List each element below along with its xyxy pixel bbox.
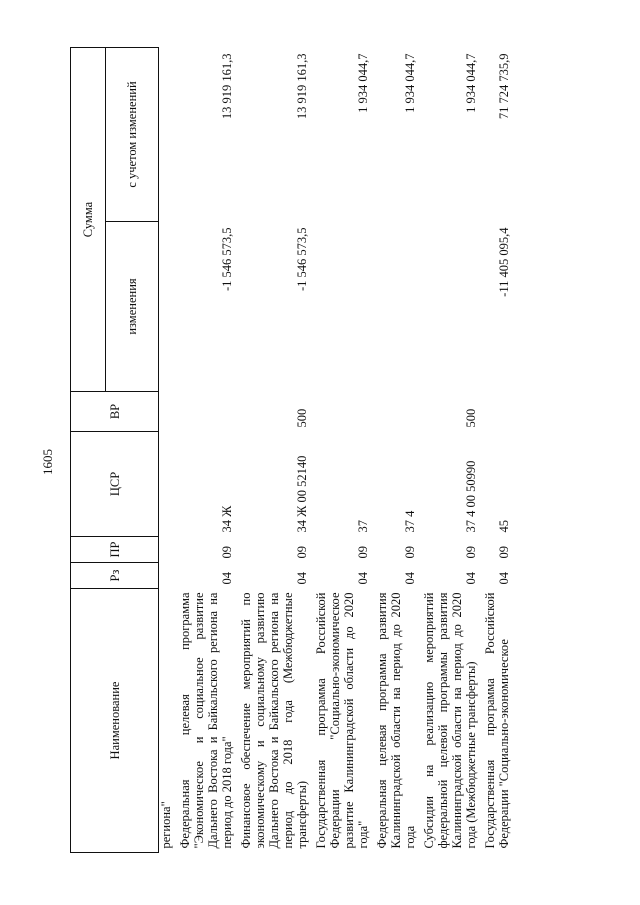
row-total: 1 934 044,7 [403, 53, 417, 113]
header-name: Наименование [71, 589, 159, 853]
row-csr: 37 4 [403, 510, 417, 533]
row-total: 1 934 044,7 [464, 53, 478, 113]
row-vr [159, 392, 177, 432]
row-pr: 09 [497, 546, 511, 559]
row-vr: 500 [464, 408, 478, 428]
row-vr: 500 [295, 408, 309, 428]
row-change: -1 546 573,5 [295, 227, 309, 292]
row-name: Государственная программа Российской Федерации "Социально-экономическое [483, 592, 511, 849]
table-row [176, 48, 237, 853]
row-rz: 04 [295, 572, 309, 585]
row-change [420, 222, 481, 392]
row-change [312, 222, 373, 392]
row-csr [159, 432, 177, 537]
row-vr [481, 392, 514, 432]
table-row [420, 48, 481, 853]
table-row [237, 48, 312, 853]
table-header [71, 48, 159, 853]
table-row [481, 48, 514, 853]
row-vr [176, 392, 237, 432]
row-rz [159, 563, 177, 589]
row-rz: 04 [497, 572, 511, 585]
row-change: -11 405 095,4 [497, 227, 511, 297]
row-pr: 09 [356, 546, 370, 559]
row-total: 1 934 044,7 [356, 53, 370, 113]
row-name: Федеральная целевая программа "Экономическое и социальное развитие Дальнего Востока и Байкальского региона на период до 2018 года" [178, 592, 234, 849]
budget-table [70, 47, 514, 853]
row-pr [159, 537, 177, 563]
row-rz: 04 [464, 572, 478, 585]
row-csr: 45 [497, 520, 511, 533]
row-rz: 04 [403, 572, 417, 585]
row-csr: 37 4 00 50990 [464, 460, 478, 533]
row-name: региона" [159, 801, 173, 849]
row-pr: 09 [220, 546, 234, 559]
header-pr: ПР [71, 537, 159, 563]
table-row [312, 48, 373, 853]
header-csr: ЦСР [71, 432, 159, 537]
row-name: Субсидии на реализацию мероприятий федеральной целевой программы развития Калининградской области на период до 2020 года (Межбюджетные трансферты) [422, 592, 478, 849]
header-sum: Сумма [71, 48, 106, 392]
row-total: 13 919 161,3 [295, 53, 309, 120]
header-vr: ВР [71, 392, 159, 432]
row-total: 13 919 161,3 [220, 53, 234, 120]
row-csr: 34 Ж [220, 505, 234, 533]
row-vr [373, 392, 420, 432]
page-number: 1605 [40, 449, 55, 475]
row-csr: 37 [356, 520, 370, 533]
row-vr [312, 392, 373, 432]
header-rz: Рз [71, 563, 159, 589]
row-name: Финансовое обеспечение мероприятий по экономическому и социальному развитию Дальнего Востока и Байкальского региона на период до 2018 года (Межбюджетные трансферты) [239, 592, 309, 849]
row-change: -1 546 573,5 [220, 227, 234, 292]
row-csr: 34 Ж 00 52140 [295, 455, 309, 533]
table-row [373, 48, 420, 853]
row-change [159, 222, 177, 392]
row-pr: 09 [295, 546, 309, 559]
rotated-page-content [70, 48, 610, 853]
row-change [373, 222, 420, 392]
row-total [159, 48, 177, 222]
row-rz: 04 [356, 572, 370, 585]
header-with-changes: с учетом изменений [106, 48, 159, 222]
row-total: 71 724 735,9 [497, 53, 511, 120]
row-name: Федеральная целевая программа развития Калининградской области на период до 2020 года [375, 592, 417, 849]
row-rz: 04 [220, 572, 234, 585]
header-changes: изменения [106, 222, 159, 392]
table-body [159, 48, 515, 853]
row-pr: 09 [464, 546, 478, 559]
table-row [159, 48, 177, 853]
row-name: Государственная программа Российской Федерации "Социально-экономическое развитие Калининградской области до 2020 года" [314, 592, 370, 849]
row-pr: 09 [403, 546, 417, 559]
